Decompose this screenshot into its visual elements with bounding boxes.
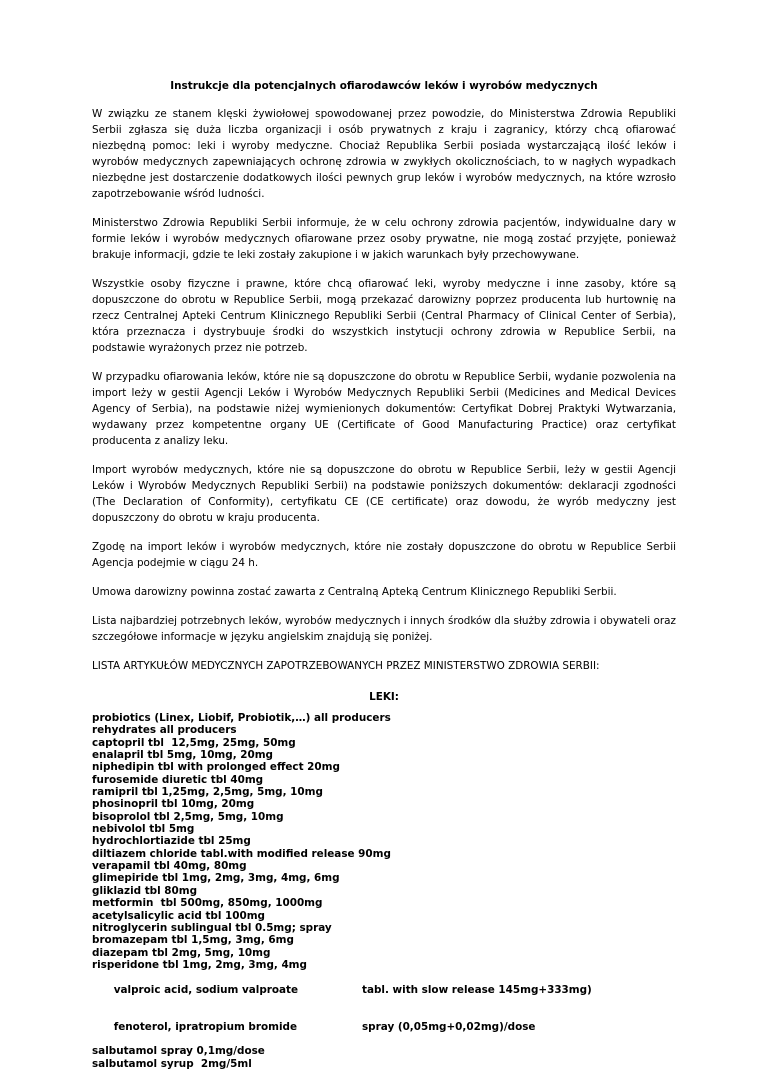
drug-list (92, 712, 692, 1070)
paragraph-list-intro: Lista najbardziej potrzebnych leków, wyrobów medycznych i innych środków dla służby zdrowia i obywateli oraz szczegółowe informacje w języku angielskim znajdują się poniżej. (92, 615, 676, 643)
drug-item-two-col (92, 971, 692, 1008)
drug-name: valproic acid, sodium valproate (113, 983, 299, 996)
document-title: Instrukcje dla potencjalnych ofiarodawców leków i wyrobów medycznych (170, 80, 598, 92)
drug-item: probiotics (Linex, Liobif, Probiotik,…) all producers (92, 712, 391, 724)
drug-detail: spray (0,05mg+0,02mg)/dose (362, 1020, 536, 1033)
drug-name: fenoterol, ipratropium bromide (113, 1020, 298, 1033)
drug-item: enalapril tbl 5mg, 10mg, 20mg (92, 749, 273, 762)
drug-item: verapamil tbl 40mg, 80mg (92, 860, 247, 873)
drug-item: nitroglycerin sublingual tbl 0.5mg; spray (92, 921, 332, 934)
paragraph-import-devices: Import wyrobów medycznych, które nie są dopuszczone do obrotu w Republice Serbii, leży w gestii Agencji Leków i Wyrobów Medycznych Republiki Serbii) na podstawie poniższych dokumentów: deklaracji zgodności (The Declaration of Conformity), certyfikatu CE (CE certificate) oraz dowodu, że wyrób medyczny jest dopuszczony do obrotu w kraju producenta. (92, 464, 676, 524)
drug-item: bromazepam tbl 1,5mg, 3mg, 6mg (92, 934, 294, 947)
drug-item: captopril tbl 12,5mg, 25mg, 50mg (92, 736, 296, 749)
drug-item: nebivolol tbl 5mg (92, 823, 195, 836)
drug-item: rehydrates all producers (92, 724, 237, 737)
drug-item: diazepam tbl 2mg, 5mg, 10mg (92, 946, 271, 959)
paragraph-central-pharmacy: Wszystkie osoby fizyczne i prawne, które chcą ofiarować leki, wyroby medyczne i inne zasoby, które są dopuszczone do obrotu w Republice Serbii, mogą przekazać darowizny poprzez producenta lub hurtownię na rzecz Centralnej Apteki Centrum Klinicznego Republiki Serbii (Central Pharmacy of Clinical Center of Serbia), która przeznacza i dystrybuuje środki do wszystkich instytucji ochrony zdrowia w Republice Serbii, na podstawie wyrażonych przez nie potrzeb. (92, 278, 676, 354)
drug-item: metformin tbl 500mg, 850mg, 1000mg (92, 897, 323, 910)
drug-item: phosinopril tbl 10mg, 20mg (92, 798, 255, 811)
drug-item: salbutamol syrup 2mg/5ml (92, 1057, 252, 1070)
drug-item-two-col (92, 1008, 692, 1045)
drug-item: ramipril tbl 1,25mg, 2,5mg, 5mg, 10mg (92, 786, 323, 799)
paragraph-approval-time: Zgodę na import leków i wyrobów medycznych, które nie zostały dopuszczone do obrotu w Republice Serbii Agencja podejmie w ciągu 24 h. (92, 541, 676, 569)
drug-item: salbutamol spray 0,1mg/dose (92, 1045, 265, 1058)
drug-item: glimepiride tbl 1mg, 2mg, 3mg, 4mg, 6mg (92, 872, 340, 885)
paragraph-intro: W związku ze stanem klęski żywiołowej spowodowanej przez powodzie, do Ministerstwa Zdrowia Republiki Serbii zgłasza się duża liczba organizacji i osób prywatnych z kraju i zagranicy, którzy chcą ofiarować niezbędną pomoc: leki i wyroby medyczne. Chociaż Republika Serbii posiada wystarczającą ilość leków i wyrobów medycznych zapewniających ochronę zdrowia w zwykłych okolicznościach, to w nagłych wypadkach niezbędne jest dostarczenie dodatkowych ilości pewnych grup leków i wyrobów medycznych, na które wzrosło zapotrzebowanie wśród ludności. (92, 108, 676, 200)
drug-item: hydrochlortiazide tbl 25mg (92, 835, 251, 848)
drug-item: niphedipin tbl with prolonged effect 20mg (92, 761, 340, 774)
drug-item: risperidone tbl 1mg, 2mg, 3mg, 4mg (92, 958, 307, 971)
paragraph-private-donations: Ministerstwo Zdrowia Republiki Serbii informuje, że w celu ochrony zdrowia pacjentów, indywidualne dary w formie leków i wyrobów medycznych ofiarowane przez osoby prywatne, nie mogą zostać przyjęte, ponieważ brakuje informacji, gdzie te leki zostały zakupione i w jakich warunkach były przechowywane. (92, 217, 676, 261)
paragraph-contract: Umowa darowizny powinna zostać zawarta z Centralną Apteką Centrum Klinicznego Republiki Serbii. (92, 586, 617, 598)
drug-item: furosemide diuretic tbl 40mg (92, 773, 264, 786)
drug-item: bisoprolol tbl 2,5mg, 5mg, 10mg (92, 810, 284, 823)
drug-item: diltiazem chloride tabl.with modified release 90mg (92, 847, 391, 860)
drug-detail: tabl. with slow release 145mg+333mg) (362, 983, 592, 996)
paragraph-import-medicines: W przypadku ofiarowania leków, które nie są dopuszczone do obrotu w Republice Serbii, wydanie pozwolenia na import leży w gestii Agencji Leków i Wyrobów Medycznych Republiki Serbii (Medicines and Medical Devices Agency of Serbia), na podstawie niżej wymienionych dokumentów: Certyfikat Dobrej Praktyki Wytwarzania, wydawany przez kompetentne organy UE (Certificate of Good Manufacturing Practice) oraz certyfikat producenta z analizy leku. (92, 371, 676, 447)
drug-item: acetylsalicylic acid tbl 100mg (92, 909, 265, 922)
drug-item: gliklazid tbl 80mg (92, 884, 198, 897)
leki-heading: LEKI: (369, 691, 399, 703)
paragraph-list-title: LISTA ARTYKUŁÓW MEDYCZNYCH ZAPOTRZEBOWANYCH PRZEZ MINISTERSTWO ZDROWIA SERBII: (92, 660, 600, 672)
